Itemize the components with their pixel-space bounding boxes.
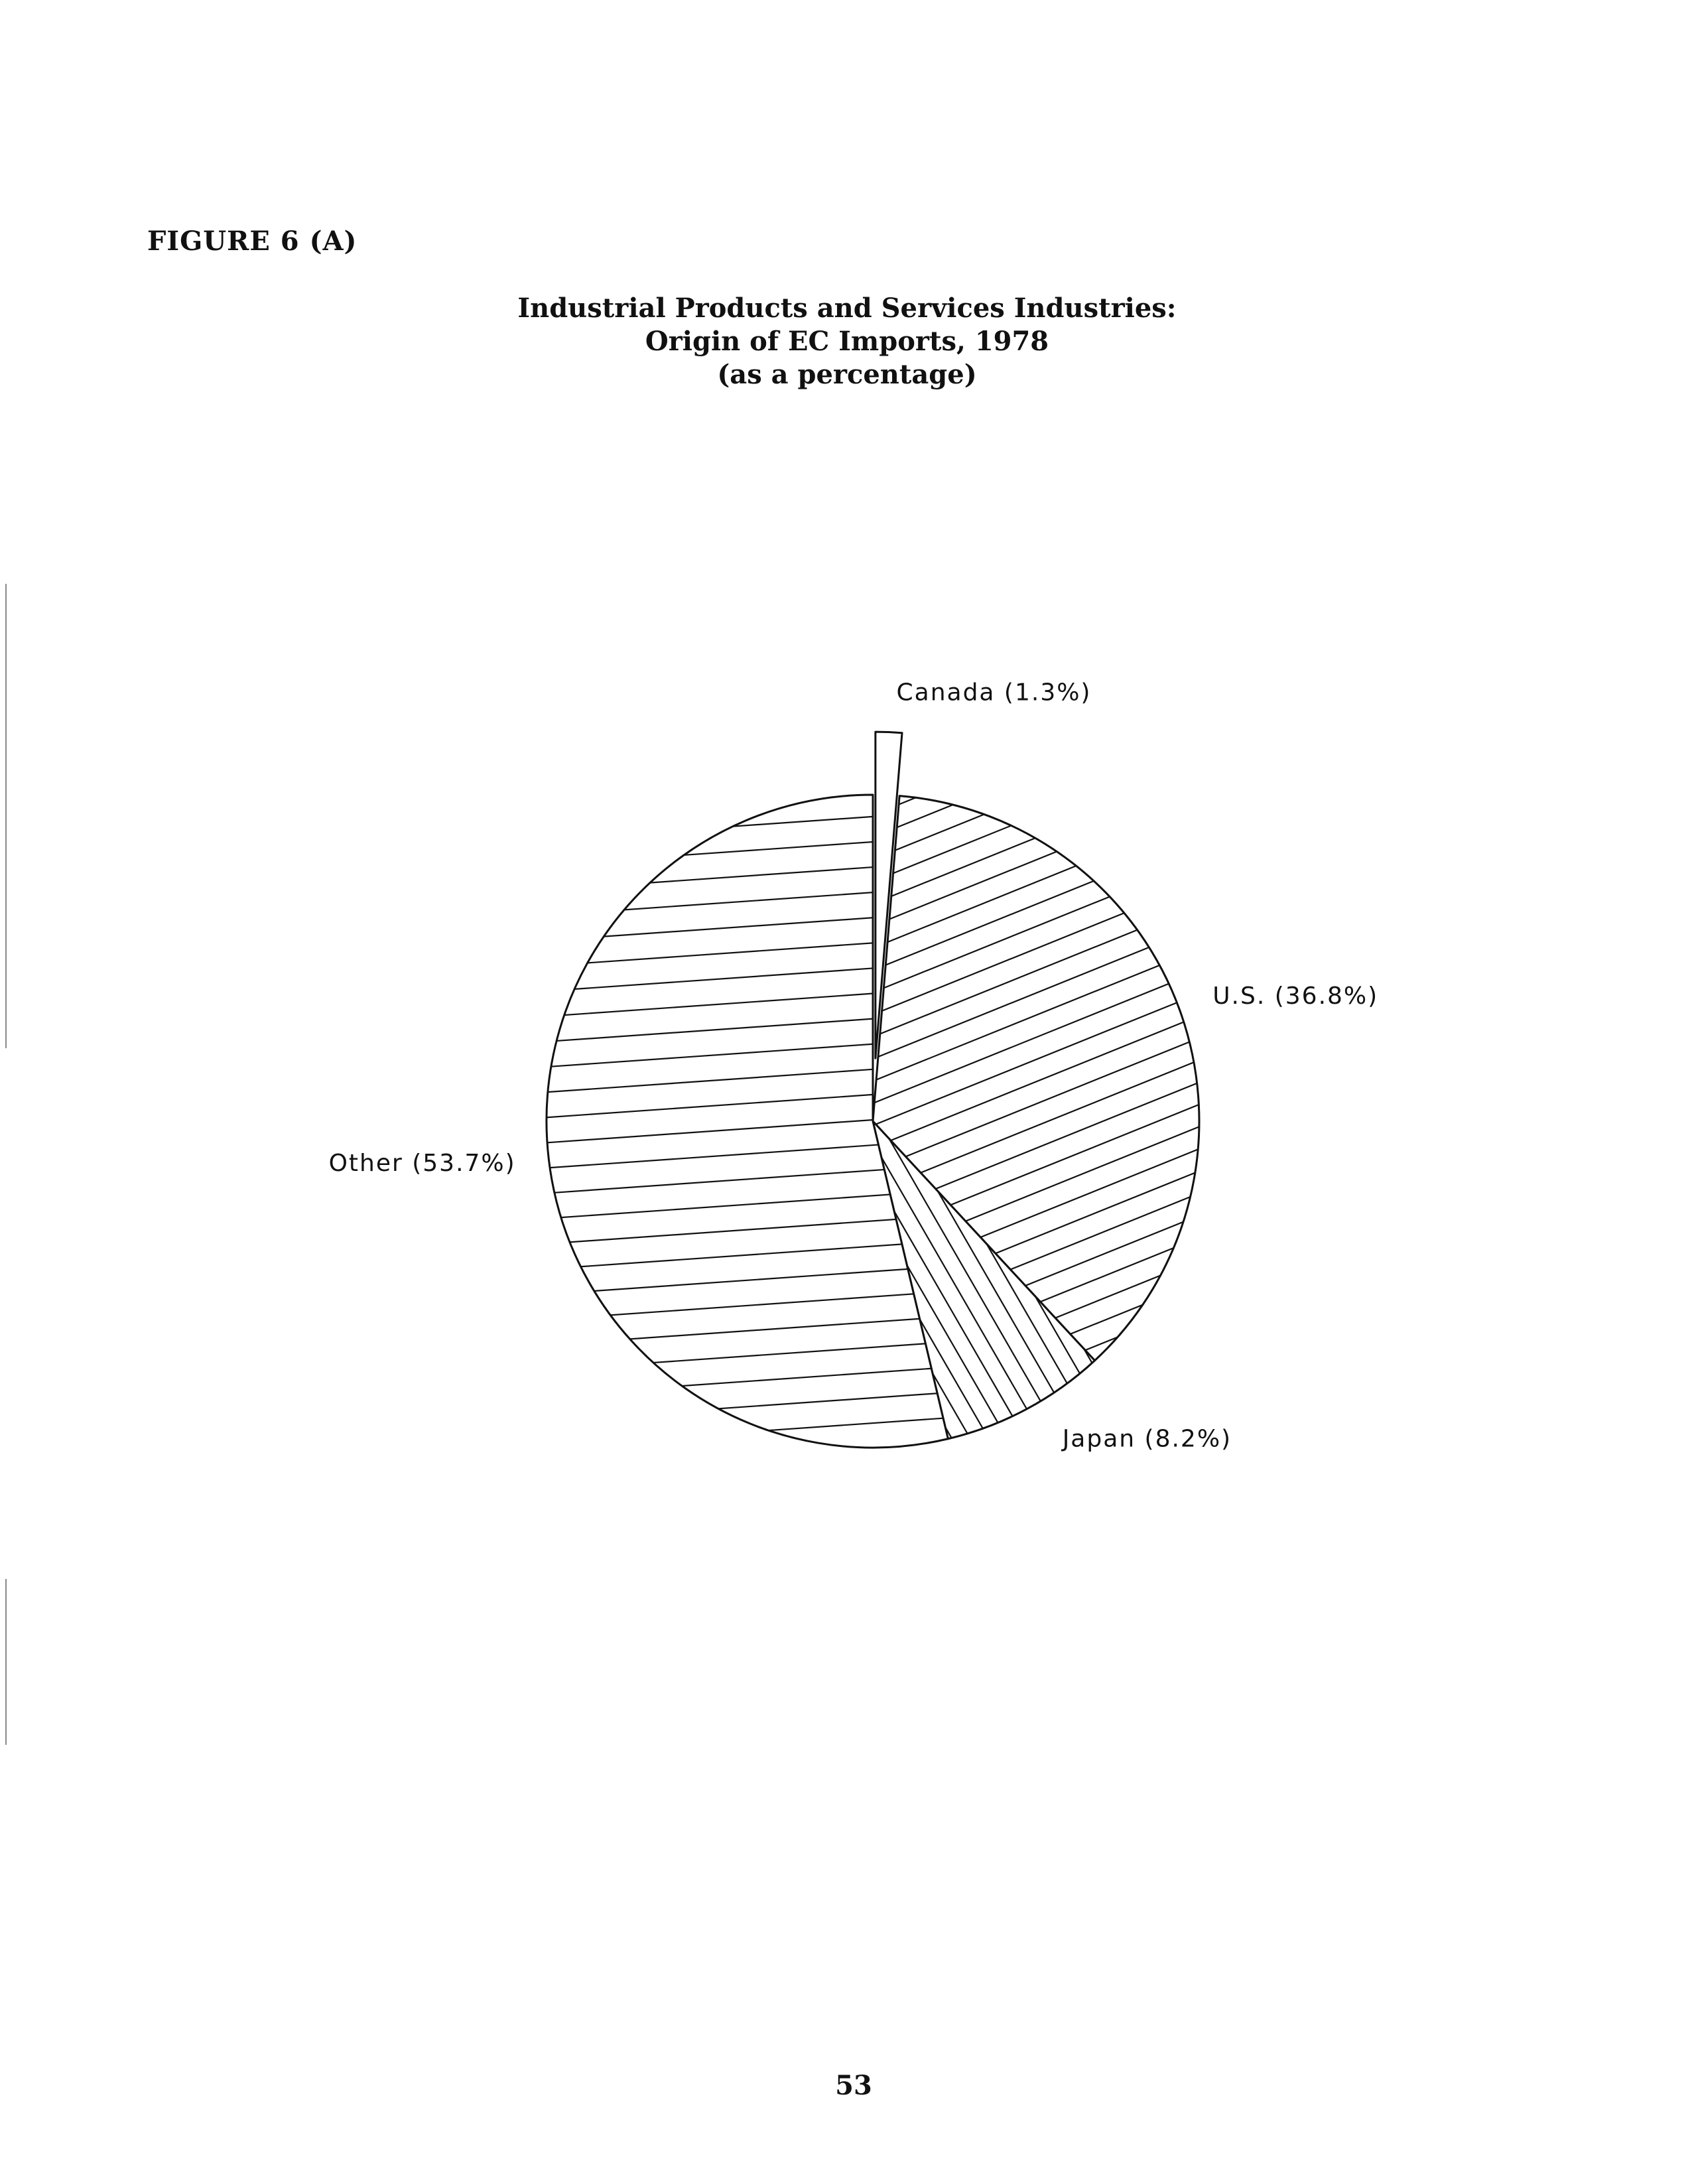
scan-edge-mark [5,584,7,1048]
chart-subtitle: Origin of EC Imports, 1978 [645,326,1049,357]
page-number: 53 [835,2070,872,2101]
slice-other [306,555,1439,1685]
slice-label-japan: Japan (8.2%) [1062,1425,1232,1453]
figure-label: FIGURE 6 (A) [147,226,358,257]
slice-label-us: U.S. (36.8%) [1212,982,1379,1010]
pie-slices [157,396,1598,1841]
slice-label-other: Other (53.7%) [328,1149,516,1177]
chart-note: (as a percentage) [717,359,977,390]
slice-label-canada: Canada (1.3%) [896,679,1092,707]
chart-title: Industrial Products and Services Industries: [517,293,1177,324]
scan-edge-mark [5,1579,7,1745]
